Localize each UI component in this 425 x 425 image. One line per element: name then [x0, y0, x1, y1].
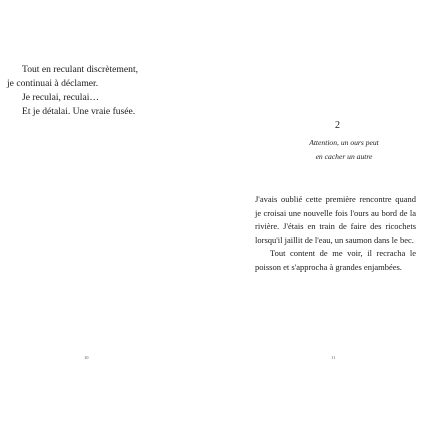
page-number-right: 11 — [331, 355, 336, 360]
chapter-title-line-1: Attention, un ours peut — [309, 138, 379, 147]
left-page — [0, 0, 212, 425]
poem-line-1: Tout en reculant discrètement, — [22, 64, 139, 75]
right-page — [212, 0, 425, 425]
chapter-title-line-2: en cacher un autre — [315, 152, 373, 161]
poem-line-2: je continuai à déclamer. — [7, 78, 99, 89]
poem-line-3: Je reculai, reculai… — [22, 92, 99, 103]
poem-line-4: Et je détalai. Une vraie fusée. — [22, 106, 136, 117]
paragraph-1: J'avais oublié cette première rencontre quand je croisai une nouvelle fois l'ours au bord de la rivière. J'étais en train de faire des ricochets lorsqu'il jaillit de l'eau, un saumon dans le bec. — [255, 194, 416, 245]
page-number-left: 10 — [84, 355, 89, 360]
chapter-title — [274, 136, 414, 164]
chapter-body — [255, 193, 416, 275]
chapter-number: 2 — [335, 120, 340, 131]
paragraph-2: Tout content de me voir, il recracha le poisson et s'approcha à grandes enjambées. — [255, 248, 416, 272]
